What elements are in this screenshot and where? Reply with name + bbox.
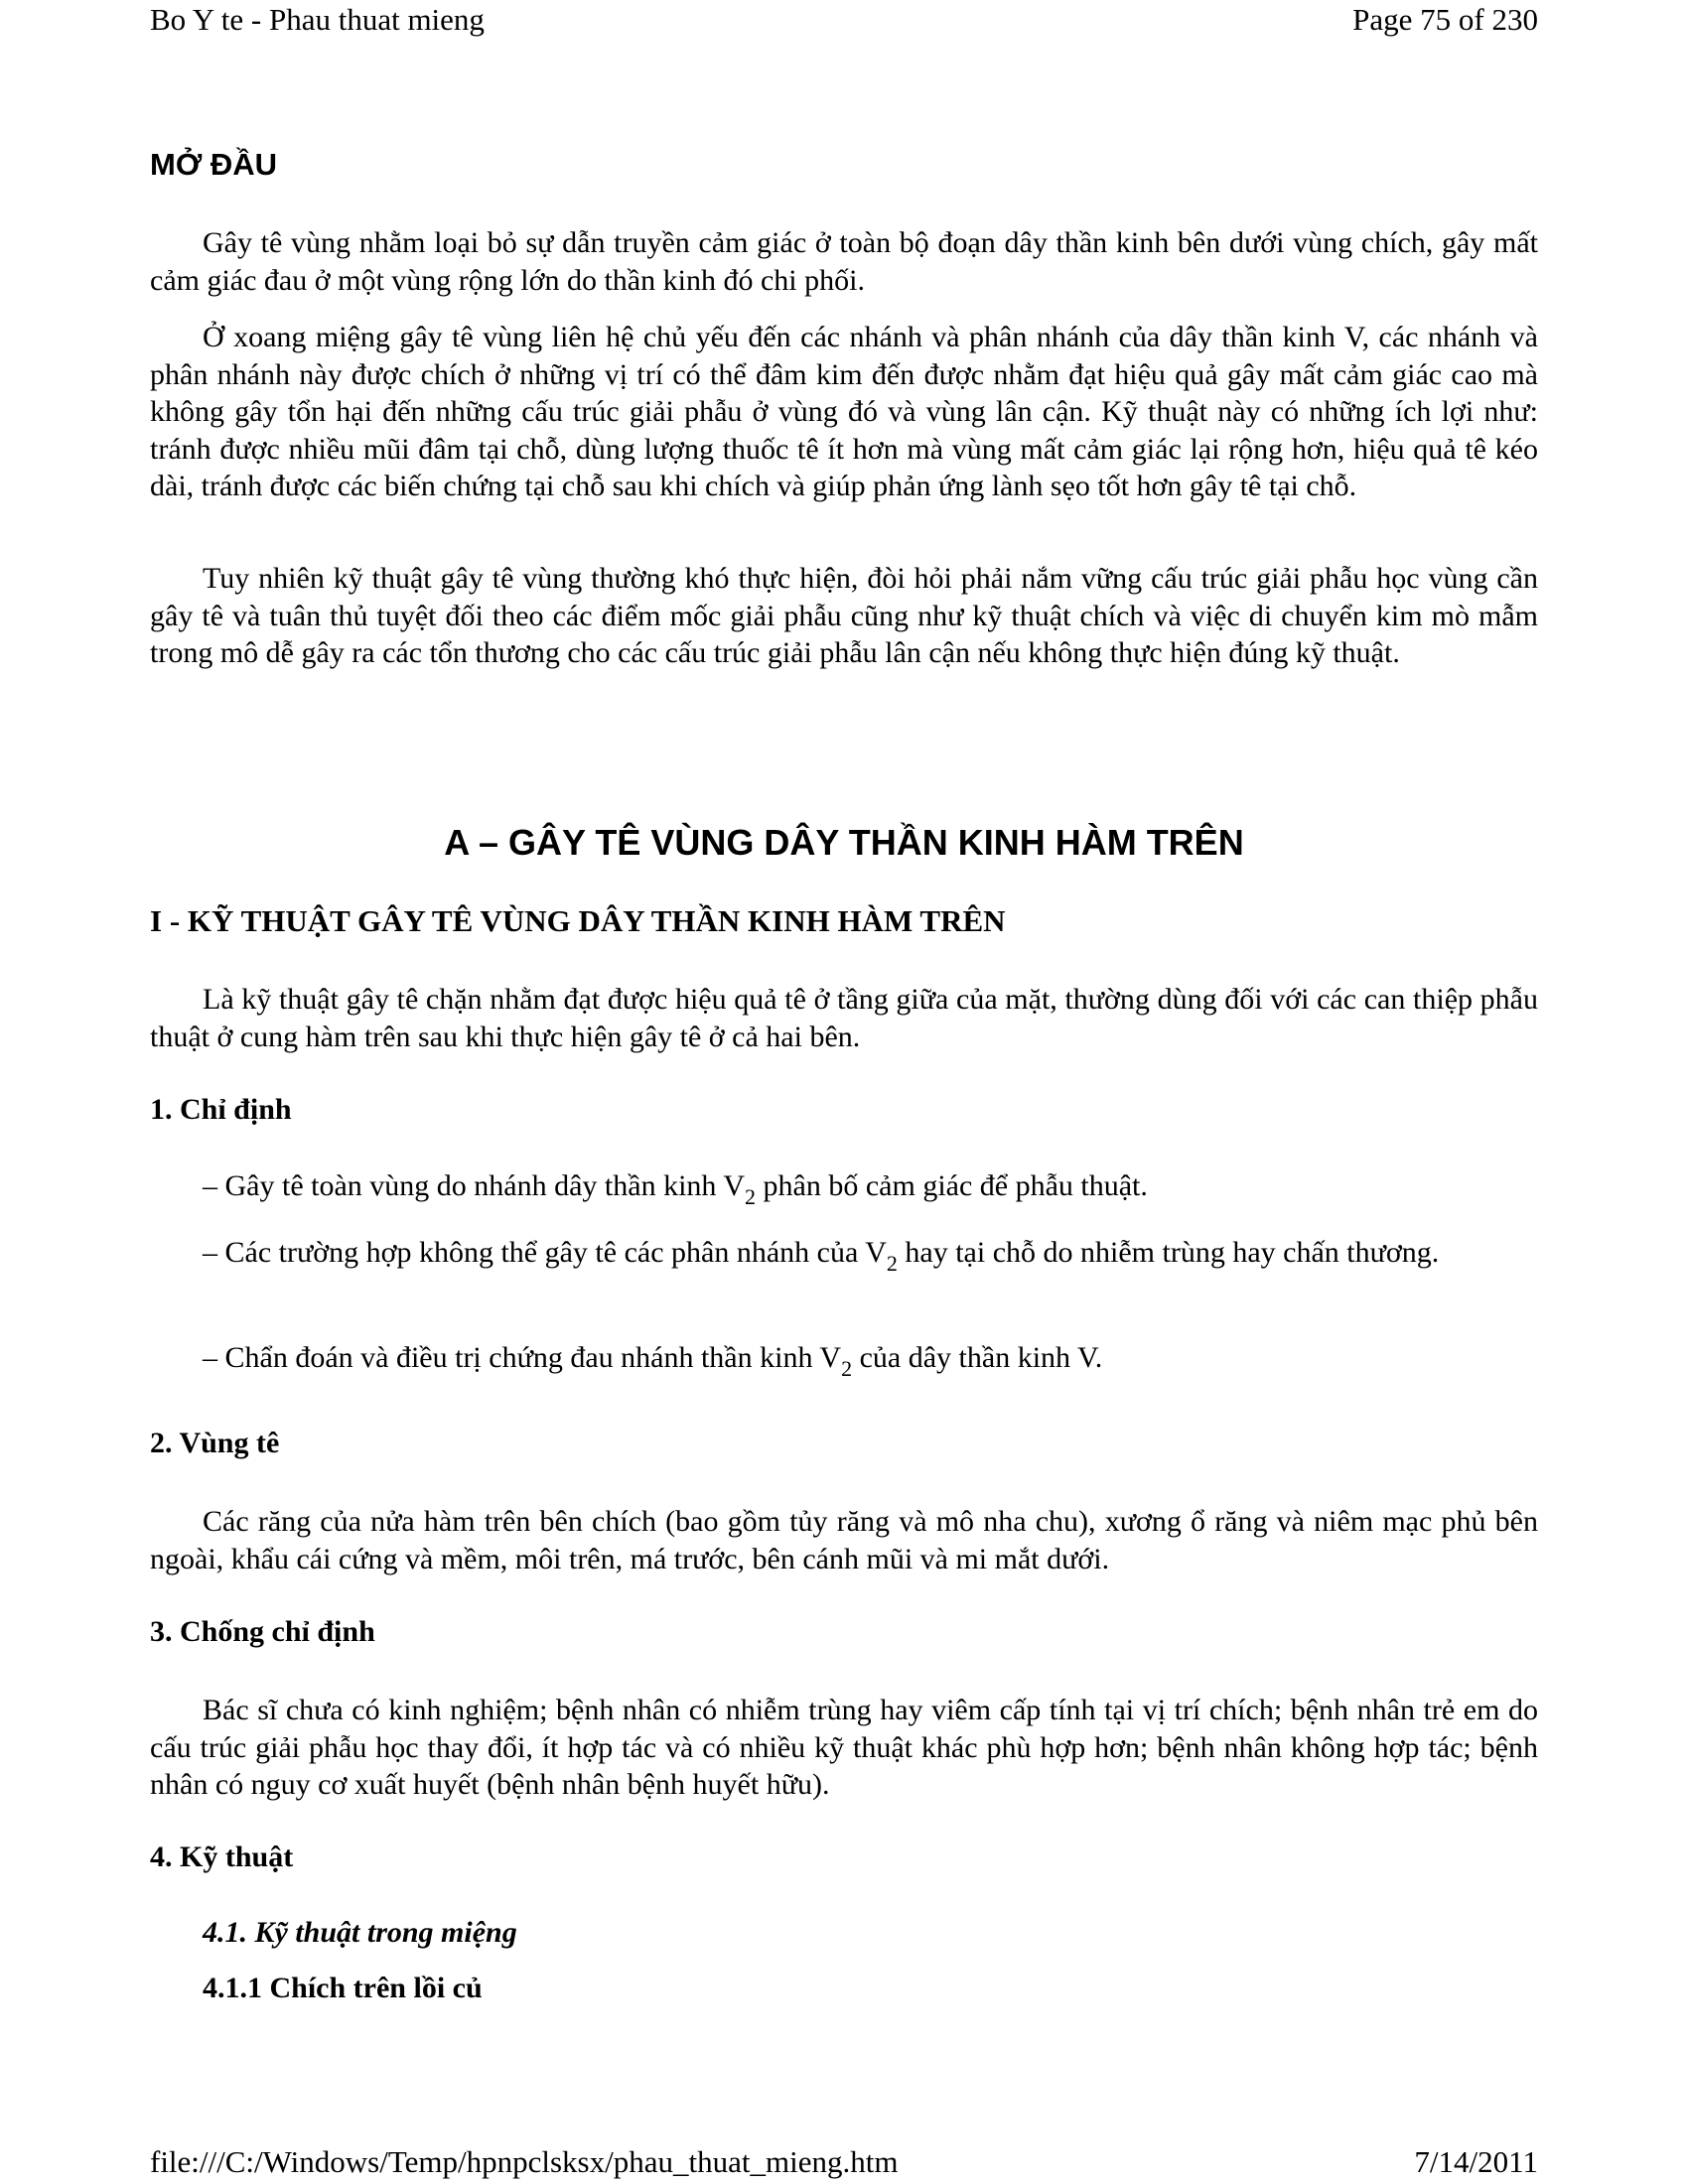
- zone-paragraph: Các răng của nửa hàm trên bên chích (bao gồm tủy răng và mô nha chu), xương ổ răng và niêm mạc phủ bên ngoài, khẩu cái cứng và mềm, môi trên, má trước, bên cánh mũi và mi mắt dưới.: [150, 1505, 1538, 1575]
- header-page-number: Page 75 of 230: [1352, 2, 1538, 37]
- indication-item-1: – Gây tê toàn vùng do nhánh dây thần kinh $V_2$ phân bố cảm giác để phẫu thuật.: [203, 1169, 1148, 1209]
- section-a-title: A – GÂY TÊ VÙNG DÂY THẦN KINH HÀM TRÊN: [444, 822, 1244, 863]
- contraindications-paragraph: Bác sĩ chưa có kinh nghiệm; bệnh nhân có nhiễm trùng hay viêm cấp tính tại vị trí chích; bệnh nhân trẻ em do cấu trúc giải phẫu học thay đổi, ít hợp tác và có nhiều kỹ thuật khác phù hợp hơn; bệnh nhân không hợp tác; bệnh nhân có nguy cơ xuất huyết (bệnh nhân bệnh huyết hữu).: [150, 1694, 1538, 1801]
- section-i-paragraph: Là kỹ thuật gây tê chặn nhằm đạt được hiệu quả tê ở tầng giữa của mặt, thường dùng đối với các can thiệp phẫu thuật ở cung hàm trên sau khi thực hiện gây tê ở cả hai bên.: [150, 983, 1538, 1053]
- contraindications-heading: 3. Chống chỉ định: [150, 1615, 375, 1648]
- footer-file-path: file:///C:/Windows/Temp/hpnpclsksx/phau_thuat_mieng.htm: [150, 2144, 899, 2179]
- technique-subheading-tuberosity: 4.1.1 Chích trên lồi củ: [203, 1972, 483, 2004]
- intro-paragraph-1: Gây tê vùng nhằm loại bỏ sự dẫn truyền cảm giác ở toàn bộ đoạn dây thần kinh bên dưới vùng chích, gây mất cảm giác đau ở một vùng rộng lớn do thần kinh đó chi phối.: [150, 226, 1538, 297]
- indication-item-3: – Chẩn đoán và điều trị chứng đau nhánh thần kinh $V_2$ của dây thần kinh V.: [203, 1341, 1103, 1381]
- intro-heading: MỞ ĐẦU: [150, 147, 278, 182]
- zone-heading: 2. Vùng tê: [150, 1427, 280, 1459]
- intro-paragraph-3: Tuy nhiên kỹ thuật gây tê vùng thường khó thực hiện, đòi hỏi phải nắm vững cấu trúc giải phẫu học vùng cần gây tê và tuân thủ tuyệt đối theo các điểm mốc giải phẫu cũng như kỹ thuật chích và việc di chuyển kim mò mẫm trong mô dễ gây ra các tổn thương cho các cấu trúc giải phẫu lân cận nếu không thực hiện đúng kỹ thuật.: [150, 562, 1538, 669]
- technique-heading: 4. Kỹ thuật: [150, 1841, 294, 1873]
- intro-paragraph-2: Ở xoang miệng gây tê vùng liên hệ chủ yếu đến các nhánh và phân nhánh của dây thần kinh V, các nhánh và phân nhánh này được chích ở những vị trí có thể đâm kim đến được nhằm đạt hiệu quả gây mất cảm giác cao mà không gây tổn hại đến những cấu trúc giải phẫu ở vùng đó và vùng lân cận. Kỹ thuật này có những ích lợi như: tránh được nhiều mũi đâm tại chỗ, dùng lượng thuốc tê ít hơn mà vùng mất cảm giác lại rộng hơn, hiệu quả tê kéo dài, tránh được các biến chứng tại chỗ sau khi chích và giúp phản ứng lành sẹo tốt hơn gây tê tại chỗ.: [150, 321, 1538, 502]
- section-i-title: I - KỸ THUẬT GÂY TÊ VÙNG DÂY THẦN KINH HÀM TRÊN: [150, 903, 1006, 938]
- page-header: [150, 2, 1538, 38]
- page-footer: [150, 2144, 1538, 2180]
- indications-heading: 1. Chỉ định: [150, 1093, 292, 1126]
- technique-subheading-intraoral: 4.1. Kỹ thuật trong miệng: [203, 1916, 517, 1949]
- indication-item-2: – Các trường hợp không thể gây tê các phân nhánh của $V_2$ hay tại chỗ do nhiễm trùng hay chấn thương.: [203, 1236, 1440, 1276]
- footer-date: 7/14/2011: [1414, 2144, 1538, 2179]
- header-title: Bo Y te - Phau thuat mieng: [150, 2, 485, 37]
